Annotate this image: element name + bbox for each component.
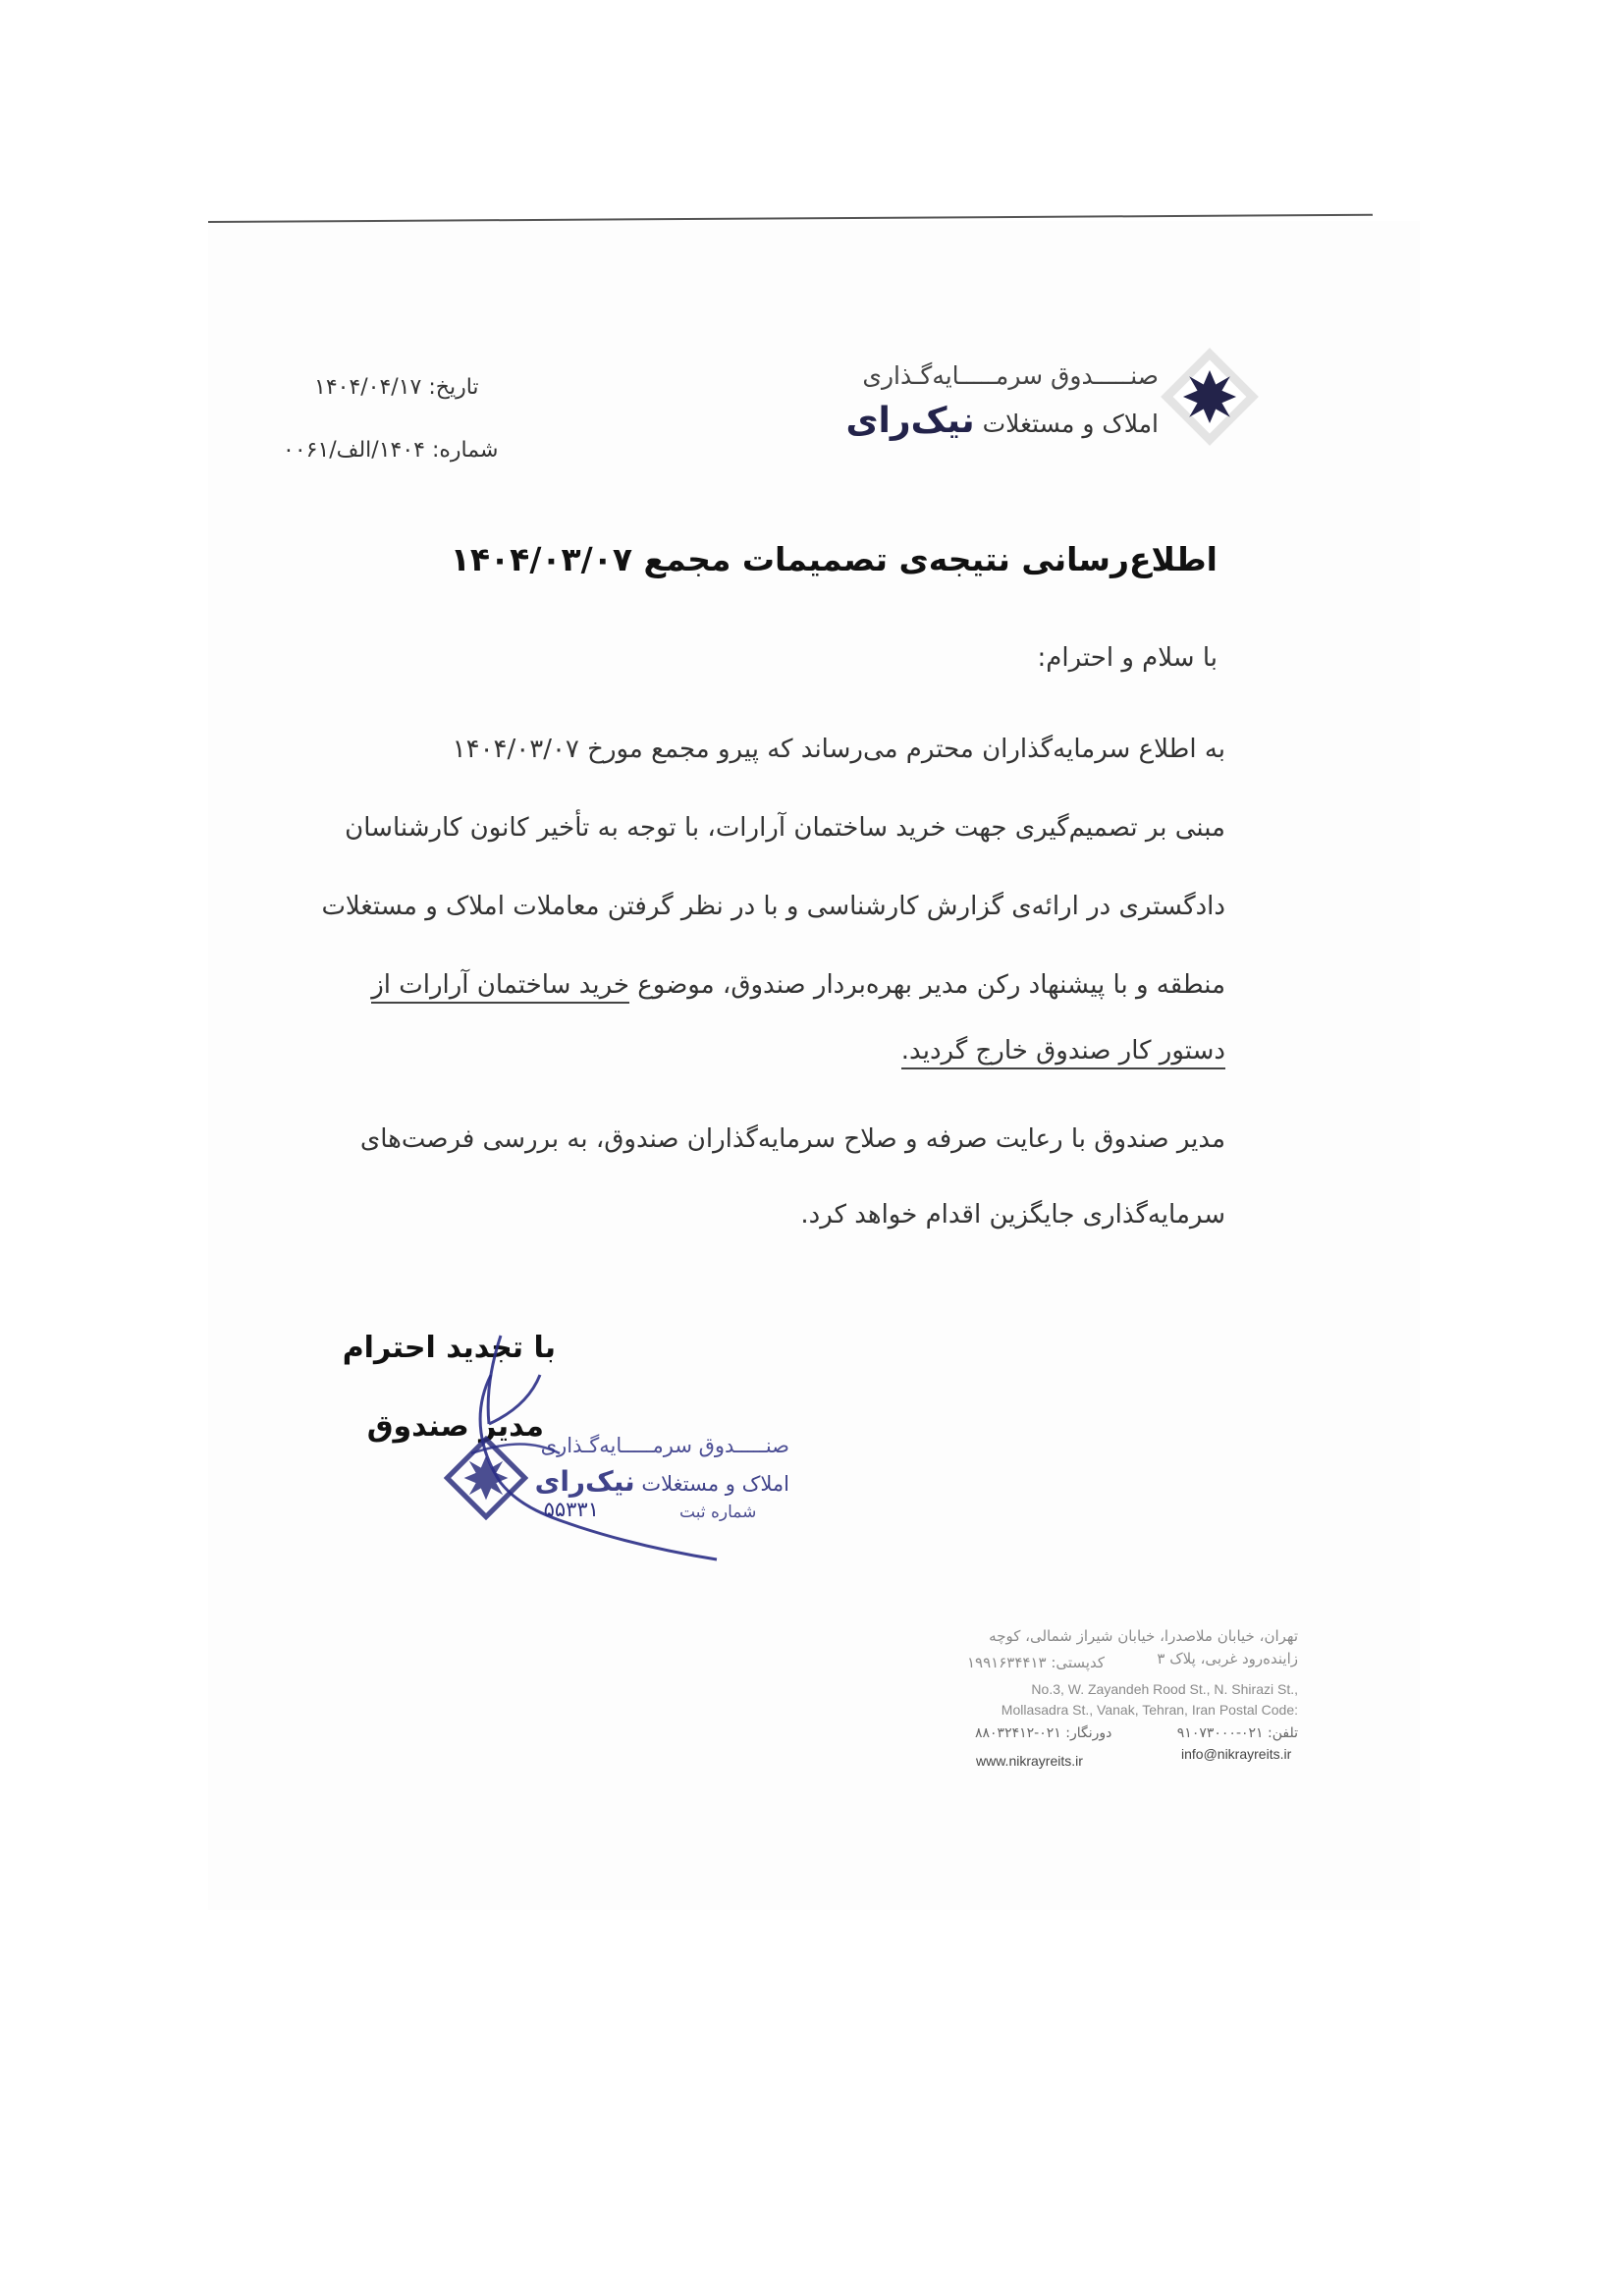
paragraph1-line5-text: دستور کار صندوق خارج گردید.: [901, 1036, 1225, 1069]
greeting: با سلام و احترام:: [1037, 643, 1218, 673]
paragraph1-line3: دادگستری در ارائه‌ی گزارش کارشناسی و با در نظر گرفتن معاملات املاک و مستغلات: [321, 892, 1225, 921]
brand-line2: [846, 401, 1159, 441]
stamp-name: نیک‌رای: [534, 1465, 635, 1498]
brand-line1: صنـــــدوق سرمـــــایه‌گـذاری: [862, 361, 1159, 390]
brand-logo-icon: [1159, 346, 1261, 448]
number-label: شماره:: [431, 438, 499, 463]
signature: [432, 1306, 785, 1571]
paragraph1-line4-underlined: خرید ساختمان آرارات از: [371, 970, 629, 1004]
stamp-line1: صنـــــدوق سرمـــــایه‌گـذاری: [540, 1434, 789, 1457]
letter-number: [283, 438, 498, 463]
closing-text: با تجدید احترام: [342, 1331, 556, 1365]
footer-fax: دورنگار: ۰۲۱-۸۸۰۳۲۴۱۲: [975, 1725, 1112, 1741]
paragraph1-line4-plain: منطقه و با پیشنهاد رکن مدیر بهره‌بردار صندوق، موضوع: [637, 970, 1225, 1000]
footer-phone: تلفن: ۰۲۱-۹۱۰۷۳۰۰۰: [1176, 1725, 1298, 1741]
paragraph1-line1: به اطلاع سرمایه‌گذاران محترم می‌رساند که پیرو مجمع مورخ ۱۴۰۴/۰۳/۰۷: [452, 735, 1225, 764]
footer-address-fa2: زاینده‌رود غربی، پلاک ۳: [1157, 1650, 1298, 1667]
date-label: تاریخ:: [428, 375, 479, 400]
brand-name: نیک‌رای: [845, 401, 975, 441]
footer-address-en1: No.3, W. Zayandeh Rood St., N. Shirazi St.,: [1031, 1681, 1298, 1697]
footer-address-en2: Mollasadra St., Vanak, Tehran, Iran Postal Code:: [1001, 1702, 1298, 1718]
footer-address-fa1: تهران، خیابان ملاصدرا، خیابان شیراز شمالی، کوچه: [989, 1627, 1298, 1645]
paragraph2-line2: سرمایه‌گذاری جایگزین اقدام خواهد کرد.: [800, 1200, 1225, 1230]
footer-email[interactable]: info@nikrayreits.ir: [1181, 1746, 1292, 1762]
footer-postal-code: کدپستی: ۱۹۹۱۶۳۴۴۱۳: [967, 1654, 1105, 1671]
signer-title: مدیر صندوق: [366, 1409, 544, 1444]
paragraph1-line5: [901, 1036, 1225, 1066]
date-value: ۱۴۰۴/۰۴/۱۷: [314, 375, 422, 400]
letter-title: اطلاع‌رسانی نتیجه‌ی تصمیمات مجمع ۱۴۰۴/۰۳/۰۷: [450, 540, 1218, 578]
brand-line2-prefix: املاک و مستغلات: [982, 410, 1159, 438]
letter-date: [314, 375, 479, 400]
paragraph2-line1: مدیر صندوق با رعایت صرفه و صلاح سرمایه‌گذاران صندوق، به بررسی فرصت‌های: [359, 1124, 1225, 1154]
stamp-line2-prefix: املاک و مستغلات: [641, 1472, 789, 1496]
paragraph1-line2: مبنی بر تصمیم‌گیری جهت خرید ساختمان آرارات، با توجه به تأخیر کانون کارشناسان: [345, 813, 1225, 843]
stamp-reg-label: شماره ثبت: [679, 1503, 757, 1522]
paragraph1-line4: [371, 970, 1225, 1000]
stamp-reg-number: ۵۵۳۳۱: [543, 1498, 599, 1521]
number-value: ۱۴۰۴/الف/۰۰۶۱: [283, 438, 425, 463]
footer-website[interactable]: www.nikrayreits.ir: [976, 1753, 1083, 1769]
